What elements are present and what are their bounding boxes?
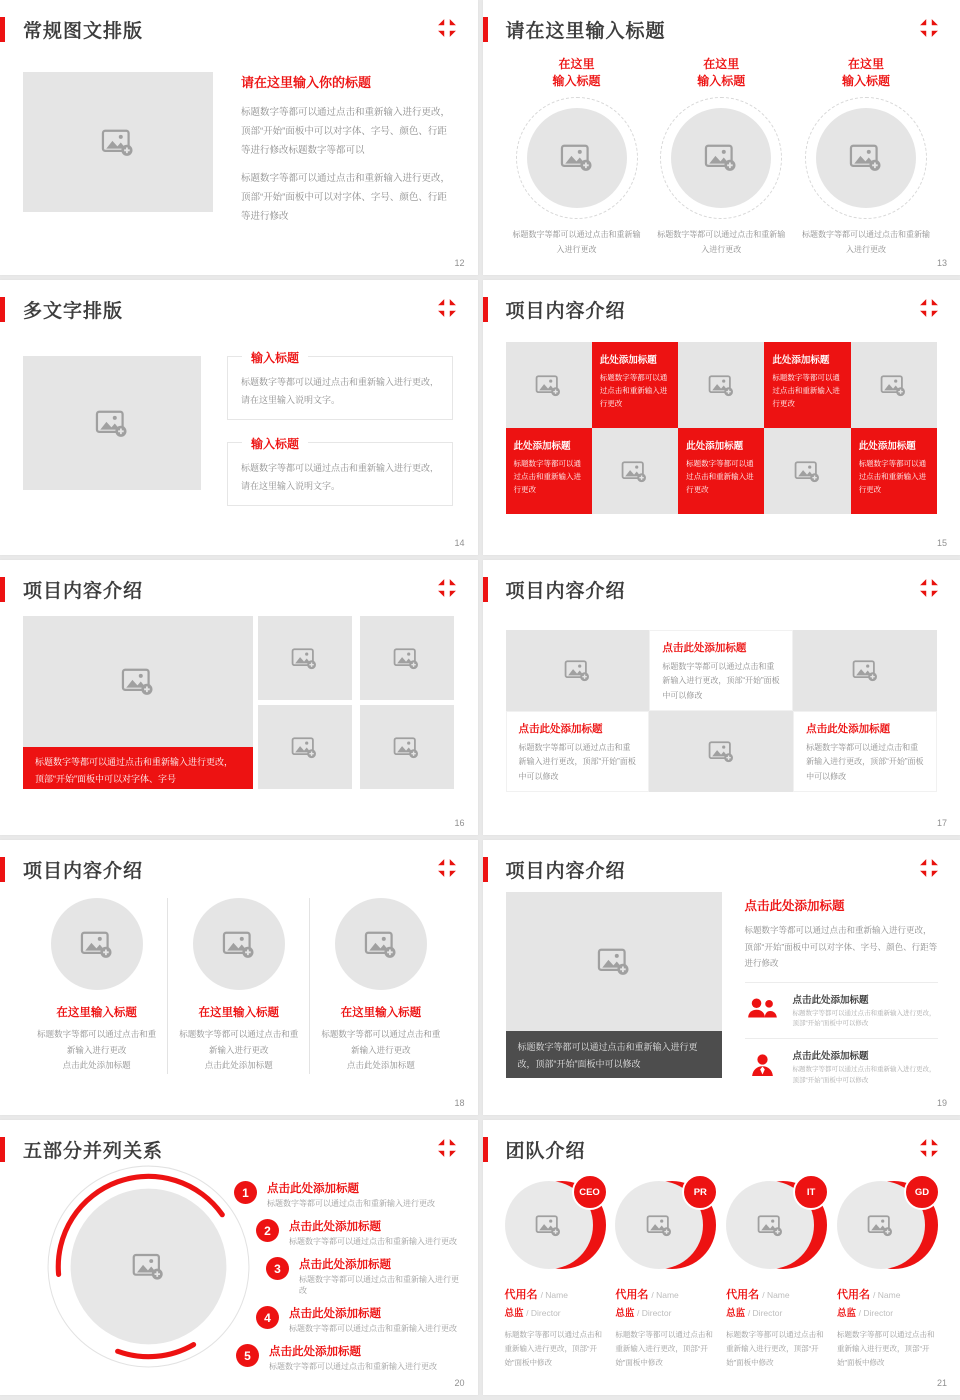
slide-title: 常规图文排版 (23, 21, 144, 42)
red-text-cell (678, 428, 764, 514)
image-placeholder[interactable] (258, 616, 352, 700)
page-number: 19 (936, 1098, 947, 1108)
red-cross-logo-icon (914, 853, 944, 883)
arc-circle-graphic (46, 1164, 251, 1369)
image-placeholder[interactable] (51, 898, 143, 990)
team-member (837, 1176, 938, 1370)
section-heading: 点击此处添加标题 (744, 899, 845, 913)
accent-bar (0, 857, 5, 882)
checkerboard-grid (506, 342, 938, 514)
image-placeholder-icon (393, 647, 420, 670)
page-number: 12 (454, 258, 465, 268)
member-bio: 标题数字等都可以通过点击和重新输入进行更改，顶部“开始”面板中修改 (504, 1330, 602, 1367)
member-name: 代用名 / Name (615, 1289, 679, 1301)
red-cross-logo-icon (914, 1133, 944, 1163)
image-placeholder[interactable] (816, 108, 916, 208)
dark-caption-bar: 标题数字等都可以通过点击和重新输入进行更改，顶部“开始”面板中可以修改 (506, 1031, 722, 1078)
role-badge: IT (793, 1174, 829, 1210)
team-member (726, 1176, 827, 1370)
person-icon (745, 1054, 781, 1081)
image-placeholder[interactable] (23, 72, 213, 212)
item-body: 标题数字等都可以通过点击和重新输入进行更改 (269, 1362, 437, 1371)
slide-body (23, 351, 453, 506)
item-body: 标题数字等都可以通过点击和重新输入进行更改 点击此处添加标题 (37, 1029, 157, 1071)
slide-14[interactable] (0, 280, 478, 555)
cell-heading: 点击此处添加标题 (518, 723, 603, 735)
accent-bar (483, 577, 488, 602)
numbered-list (228, 1180, 464, 1381)
slide-21[interactable] (483, 1120, 960, 1395)
image-placeholder[interactable] (360, 705, 454, 789)
role-badge: PR (682, 1174, 718, 1210)
page-number: 18 (454, 1098, 465, 1108)
image-placeholder-icon (560, 143, 594, 172)
circle-item (309, 898, 451, 1074)
caption-text: 标题数字等都可以通过点击和重新输入进行更改 (657, 229, 786, 254)
featured-image-block (506, 892, 722, 1078)
image-placeholder-icon (708, 374, 735, 397)
box-heading: 输入标题 (242, 349, 308, 366)
item-heading: 点击此处添加标题 (269, 1346, 361, 1358)
slide-13[interactable] (483, 0, 960, 275)
image-placeholder-icon (95, 409, 129, 438)
item-heading: 在这里 输入标题 (841, 57, 890, 88)
image-placeholder[interactable] (360, 616, 454, 700)
slide-20[interactable] (0, 1120, 478, 1395)
slide-12[interactable] (0, 0, 478, 275)
image-placeholder[interactable] (678, 342, 764, 428)
text-cell (793, 711, 937, 792)
member-name: 代用名 / Name (726, 1289, 790, 1301)
red-cross-logo-icon (432, 573, 462, 603)
text-cell (649, 630, 793, 711)
cell-body: 标题数字等都可以通过点击和重新输入进行更改，顶部“开始”面板中可以修改 (806, 743, 924, 781)
accent-bar (483, 857, 488, 882)
slide-title: 项目内容介绍 (505, 301, 626, 322)
list-item (256, 1305, 464, 1334)
page-number: 13 (936, 258, 947, 268)
member-bio: 标题数字等都可以通过点击和重新输入进行更改，顶部“开始”面板中修改 (836, 1330, 935, 1367)
feature-item (745, 1039, 939, 1095)
page-number: 21 (936, 1378, 947, 1388)
member-name: 代用名 / Name (836, 1289, 901, 1301)
dashed-ring (516, 97, 638, 219)
circle-columns (26, 898, 452, 1074)
red-caption-bar: 标题数字等都可以通过点击和重新输入进行更改，顶部“开始”面板中可以对字体、字号 (23, 747, 253, 789)
cell-body: 标题数字等都可以通过点击和重新输入进行更改 (858, 459, 927, 495)
member-role: 总监 / Director (836, 1308, 894, 1319)
red-cross-logo-icon (432, 13, 462, 43)
item-heading: 在这里 输入标题 (552, 57, 601, 88)
cell-heading: 此处添加标题 (858, 441, 916, 452)
slide-header (483, 294, 960, 326)
image-placeholder-icon (222, 930, 256, 959)
red-text-cell (506, 428, 592, 514)
team-member (505, 1176, 606, 1370)
text-boxes (227, 351, 453, 506)
avatar[interactable] (505, 1176, 606, 1273)
slide-title: 请在这里输入标题 (505, 21, 666, 42)
list-item (234, 1180, 464, 1209)
image-placeholder-icon (708, 740, 735, 763)
circle-diagram (46, 1164, 251, 1369)
slide-title: 项目内容介绍 (23, 861, 144, 882)
text-cell (506, 711, 650, 792)
image-placeholder-icon (291, 647, 318, 670)
cell-heading: 此处添加标题 (686, 441, 744, 452)
body-text: 标题数字等都可以通过点击和重新输入进行更改，顶部“开始”面板中可以对字体、字号、颜色、行距等进行修改 (745, 922, 939, 983)
image-placeholder[interactable] (335, 898, 427, 990)
circle-item (26, 898, 167, 1074)
slide-body (23, 72, 453, 235)
slide-header (483, 574, 960, 606)
red-cross-logo-icon (914, 573, 944, 603)
cell-body: 标题数字等都可以通过点击和重新输入进行更改 (513, 459, 581, 495)
image-placeholder[interactable] (671, 108, 771, 208)
team-group-icon (745, 997, 781, 1024)
feature-item (745, 983, 939, 1040)
slide-header (483, 1134, 960, 1166)
text-box (227, 437, 453, 506)
feature-desc: 标题数字等都可以通过点击和重新输入进行更改，顶部“开始”面板中可以修改 (792, 1066, 936, 1084)
item-body: 标题数字等都可以通过点击和重新输入进行更改 (289, 1237, 457, 1246)
cell-heading: 此处添加标题 (513, 441, 571, 452)
red-cross-logo-icon (432, 1133, 462, 1163)
image-placeholder[interactable] (764, 428, 850, 514)
image-placeholder[interactable] (592, 428, 678, 514)
red-cross-logo-icon (432, 293, 462, 323)
member-bio: 标题数字等都可以通过点击和重新输入进行更改，顶部“开始”面板中修改 (726, 1330, 824, 1367)
section-heading: 请在这里输入你的标题 (241, 75, 372, 90)
avatar[interactable] (615, 1176, 716, 1273)
slide-19[interactable] (483, 840, 960, 1115)
item-heading: 在这里输入标题 (198, 1007, 279, 1019)
image-placeholder[interactable] (193, 898, 285, 990)
item-heading: 点击此处添加标题 (299, 1259, 391, 1271)
image-placeholder-icon (852, 659, 879, 682)
cell-body: 标题数字等都可以通过点击和重新输入进行更改 (772, 373, 840, 409)
feature-text (793, 1048, 939, 1086)
slide-16[interactable] (0, 560, 478, 835)
cell-body: 标题数字等都可以通过点击和重新输入进行更改 (599, 373, 668, 409)
avatar[interactable] (726, 1176, 827, 1273)
feature-title: 点击此处添加标题 (792, 994, 869, 1006)
slide-header (0, 574, 478, 606)
caption-text: 标题数字等都可以通过点击和重新输入进行更改 (512, 229, 641, 254)
text-column (745, 896, 939, 1095)
image-placeholder-icon (101, 128, 135, 157)
thumbnail-grid (258, 616, 454, 789)
item-body: 标题数字等都可以通过点击和重新输入进行更改 点击此处添加标题 (321, 1029, 441, 1071)
image-placeholder-icon (794, 460, 821, 483)
slide-title: 团队介绍 (505, 1141, 586, 1162)
image-placeholder-icon (757, 1214, 784, 1237)
slide-title: 五部分并列关系 (23, 1141, 164, 1162)
page-number: 16 (454, 818, 465, 828)
image-placeholder-icon (535, 1214, 562, 1237)
accent-bar (483, 1137, 488, 1162)
cell-body: 标题数字等都可以通过点击和重新输入进行更改，顶部“开始”面板中可以修改 (662, 662, 780, 700)
cell-heading: 点击此处添加标题 (806, 723, 891, 735)
image-placeholder[interactable] (527, 108, 627, 208)
feature-text (793, 992, 939, 1030)
circle-item (167, 898, 309, 1074)
slide-title: 项目内容介绍 (505, 861, 626, 882)
red-text-cell (764, 342, 850, 428)
item-body: 标题数字等都可以通过点击和重新输入进行更改 点击此处添加标题 (179, 1029, 299, 1071)
slide-17[interactable] (483, 560, 960, 835)
page-number: 15 (936, 538, 947, 548)
body-text: 标题数字等都可以通过点击和重新输入进行更改，顶部“开始”面板中可以对字体、字号、颜色、行距等进行修改标题数字等都可以 (241, 107, 451, 156)
number-badge: 5 (236, 1344, 259, 1367)
red-cross-logo-icon (914, 13, 944, 43)
cell-heading: 此处添加标题 (772, 355, 830, 366)
box-body: 标题数字等都可以通过点击和重新输入进行更改,请在这里输入说明文字。 (241, 463, 433, 491)
accent-bar (0, 1137, 5, 1162)
image-placeholder-icon (867, 1214, 894, 1237)
slide-header (0, 854, 478, 886)
image-placeholder-icon (646, 1214, 673, 1237)
accent-bar (0, 297, 5, 322)
image-placeholder-icon (121, 667, 155, 696)
item-heading: 点击此处添加标题 (267, 1183, 359, 1195)
cell-body: 标题数字等都可以通过点击和重新输入进行更改 (686, 459, 754, 495)
number-badge: 4 (256, 1306, 279, 1329)
slide-title: 项目内容介绍 (23, 581, 144, 602)
image-placeholder-icon (597, 947, 631, 976)
slide-header (0, 14, 478, 46)
list-item (236, 1343, 464, 1372)
dashed-ring (660, 97, 782, 219)
team-columns (505, 1176, 939, 1370)
red-cross-logo-icon (432, 853, 462, 883)
image-placeholder-icon (849, 143, 883, 172)
item-body: 标题数字等都可以通过点击和重新输入进行更改 (299, 1275, 459, 1295)
image-placeholder-icon (393, 736, 420, 759)
image-placeholder[interactable] (649, 711, 793, 792)
caption-text: 标题数字等都可以通过点击和重新输入进行更改 (802, 229, 930, 254)
slide-title: 多文字排版 (23, 301, 124, 322)
image-placeholder-icon (535, 374, 562, 397)
red-cross-logo-icon (914, 293, 944, 323)
cell-body: 标题数字等都可以通过点击和重新输入进行更改，顶部“开始”面板中可以修改 (518, 743, 636, 781)
box-heading: 输入标题 (242, 435, 308, 452)
slide-15[interactable] (483, 280, 960, 555)
box-body: 标题数字等都可以通过点击和重新输入进行更改,请在这里输入说明文字。 (241, 377, 433, 405)
image-placeholder[interactable] (851, 342, 937, 428)
slide-18[interactable] (0, 840, 478, 1115)
image-placeholder-icon (880, 374, 907, 397)
list-item (266, 1256, 464, 1296)
image-placeholder-icon (364, 930, 398, 959)
member-role: 总监 / Director (615, 1308, 672, 1319)
cell-heading: 点击此处添加标题 (662, 642, 747, 654)
slide-header (483, 854, 960, 886)
slide-header (0, 1134, 478, 1166)
list-item (256, 1218, 464, 1247)
feature-desc: 标题数字等都可以通过点击和重新输入进行更改，顶部“开始”面板中可以修改 (792, 1009, 936, 1028)
item-heading: 点击此处添加标题 (289, 1221, 381, 1233)
role-badge: GD (904, 1174, 940, 1210)
cell-heading: 此处添加标题 (599, 355, 657, 366)
page-number: 17 (936, 818, 947, 828)
member-name: 代用名 / Name (504, 1289, 568, 1301)
body-text: 标题数字等都可以通过点击和重新输入进行更改，顶部“开始”面板中可以对字体、字号、颜色、行距等进行修改 (241, 173, 451, 222)
circle-item (657, 56, 785, 257)
avatar[interactable] (837, 1176, 938, 1273)
slide-header (0, 294, 478, 326)
image-placeholder[interactable] (23, 356, 201, 490)
team-member (615, 1176, 716, 1370)
number-badge: 2 (256, 1219, 279, 1242)
page-number: 20 (454, 1378, 465, 1388)
checkerboard-grid (506, 630, 938, 792)
text-column (241, 72, 453, 235)
number-badge: 3 (266, 1257, 289, 1280)
image-placeholder[interactable] (506, 630, 650, 711)
item-body: 标题数字等都可以通过点击和重新输入进行更改 (267, 1199, 435, 1208)
accent-bar (0, 577, 5, 602)
accent-bar (483, 297, 488, 322)
member-role: 总监 / Director (504, 1308, 561, 1319)
image-placeholder[interactable] (258, 705, 352, 789)
image-placeholder[interactable] (506, 892, 722, 1031)
image-placeholder-icon (80, 930, 114, 959)
circle-columns (513, 56, 931, 257)
red-text-cell (851, 428, 937, 514)
image-placeholder-icon (564, 659, 591, 682)
image-placeholder-icon (291, 736, 318, 759)
image-placeholder[interactable] (23, 616, 253, 747)
item-heading: 在这里 输入标题 (697, 57, 746, 88)
accent-bar (0, 17, 5, 42)
number-badge: 1 (234, 1181, 257, 1204)
text-box (227, 351, 453, 420)
role-badge: CEO (572, 1174, 608, 1210)
slide-header (483, 14, 960, 46)
image-placeholder[interactable] (506, 342, 592, 428)
slide-title: 项目内容介绍 (505, 581, 626, 602)
feature-title: 点击此处添加标题 (792, 1051, 869, 1063)
red-text-cell (592, 342, 678, 428)
image-placeholder[interactable] (793, 630, 937, 711)
item-heading: 在这里输入标题 (56, 1007, 137, 1019)
image-placeholder-icon (621, 460, 648, 483)
dashed-ring (805, 97, 927, 219)
item-heading: 点击此处添加标题 (289, 1308, 381, 1320)
circle-item (513, 56, 641, 257)
page-number: 14 (454, 538, 465, 548)
member-role: 总监 / Director (726, 1308, 783, 1319)
image-placeholder-icon (704, 143, 738, 172)
item-body: 标题数字等都可以通过点击和重新输入进行更改 (289, 1324, 457, 1333)
circle-item (802, 56, 930, 257)
member-bio: 标题数字等都可以通过点击和重新输入进行更改，顶部“开始”面板中修改 (615, 1330, 713, 1367)
item-heading: 在这里输入标题 (340, 1007, 422, 1019)
accent-bar (483, 17, 488, 42)
featured-image-block (23, 616, 253, 789)
